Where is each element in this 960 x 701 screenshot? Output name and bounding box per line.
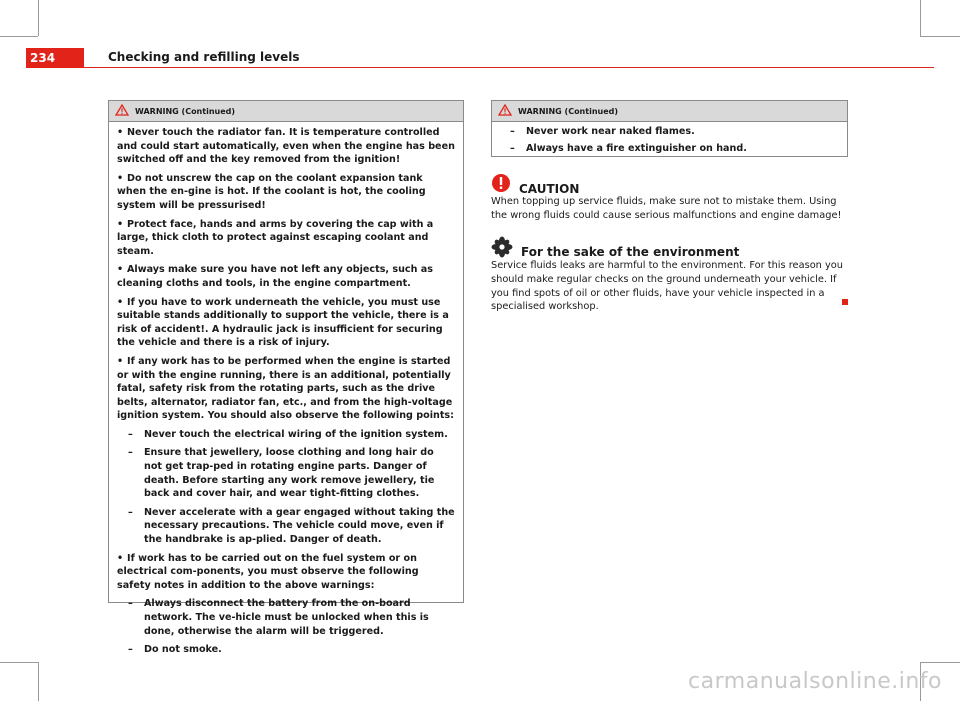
caution-exclamation-icon xyxy=(491,173,511,196)
dash-item: – Never touch the electrical wiring of the ignition system. xyxy=(128,428,448,440)
dash-item: – Never work near naked flames. xyxy=(510,126,695,137)
dash-item: – Always have a fire extinguisher on hand. xyxy=(510,142,747,154)
caution-title: CAUTION xyxy=(491,172,579,196)
environment-title: For the sake of the environment xyxy=(491,236,739,261)
caution-text: When topping up service fluids, make sure not to mistake them. Using the wrong fluids could cause serious malfunctions and engine damage! xyxy=(491,196,842,221)
crop-mark xyxy=(920,662,960,663)
list-item: • Never touch the radiator fan. It is temperature controlled and could start automatically, even when the engine has been switched off and the key removed from the ignition! xyxy=(117,127,455,166)
page-number: 234 xyxy=(26,48,84,68)
list-item: • If you have to work underneath the vehicle, you must use suitable stands additionally to support the vehicle, there is a risk of accident!. A hydraulic jack is insufficient for securing the vehicle and there is a risk of injury. xyxy=(117,296,449,349)
warning-box-right xyxy=(491,100,848,157)
environment-flower-icon xyxy=(491,236,513,261)
warning-box-left xyxy=(108,100,464,656)
warning-heading: WARNING (Continued) xyxy=(518,106,619,116)
warning-body xyxy=(492,122,847,155)
watermark: carmanualsonline.info xyxy=(688,669,942,694)
crop-mark xyxy=(38,662,39,701)
list-item: • Do not unscrew the cap on the coolant expansion tank when the en-gine is hot. If the coolant is hot, the cooling system will be pressurised! xyxy=(117,172,426,211)
environment-text: Service fluids leaks are harmful to the environment. For this reason you should make regular checks on the ground underneath your vehicle. If you find spots of oil or other fluids, have your vehicle inspected in a specialised workshop. xyxy=(491,260,844,313)
crop-mark xyxy=(920,36,960,37)
crop-mark xyxy=(0,662,38,663)
list-item: • If any work has to be performed when the engine is started or with the engine running, there is an additional, potentially fatal, safety risk from the rotating parts, such as the drive belts, alternator, radiator fan, etc., and from the high-voltage ignition system. You should also observe the following points: xyxy=(117,355,454,422)
page-title: Checking and refilling levels xyxy=(108,50,300,64)
header-rule xyxy=(84,67,934,68)
warning-triangle-icon xyxy=(115,104,129,118)
list-item: • Always make sure you have not left any objects, such as cleaning cloths and tools, in the engine compartment. xyxy=(117,264,433,289)
list-item: • If work has to be carried out on the fuel system or on electrical com-ponents, you must observe the following safety notes in addition to the above warnings: xyxy=(117,552,419,591)
dash-item: – Do not smoke. xyxy=(128,644,222,656)
crop-mark xyxy=(920,0,921,36)
warning-heading: WARNING (Continued) xyxy=(135,106,236,116)
warning-triangle-icon xyxy=(498,104,512,118)
warning-header xyxy=(109,101,463,122)
warning-body xyxy=(109,122,463,657)
section-end-mark xyxy=(842,299,848,305)
list-item: • Protect face, hands and arms by covering the cap with a large, thick cloth to protect against escaping coolant and steam. xyxy=(117,218,434,257)
crop-mark xyxy=(0,36,38,37)
dash-item: – Ensure that jewellery, loose clothing and long hair do not get trap-ped in rotating engine parts. Danger of death. Before starting any work remove jewellery, tie back and cover hair, and wear tight-fitting clothes. xyxy=(128,447,435,500)
dash-item: – Always disconnect the battery from the on-board network. The ve-hicle must be unlocked when this is done, otherwise the alarm will be triggered. xyxy=(128,598,429,637)
warning-header xyxy=(492,101,847,122)
crop-mark xyxy=(38,0,39,36)
dash-item: – Never accelerate with a gear engaged without taking the necessary precautions. The vehicle could move, even if the handbrake is ap-plied. Danger of death. xyxy=(128,506,455,546)
